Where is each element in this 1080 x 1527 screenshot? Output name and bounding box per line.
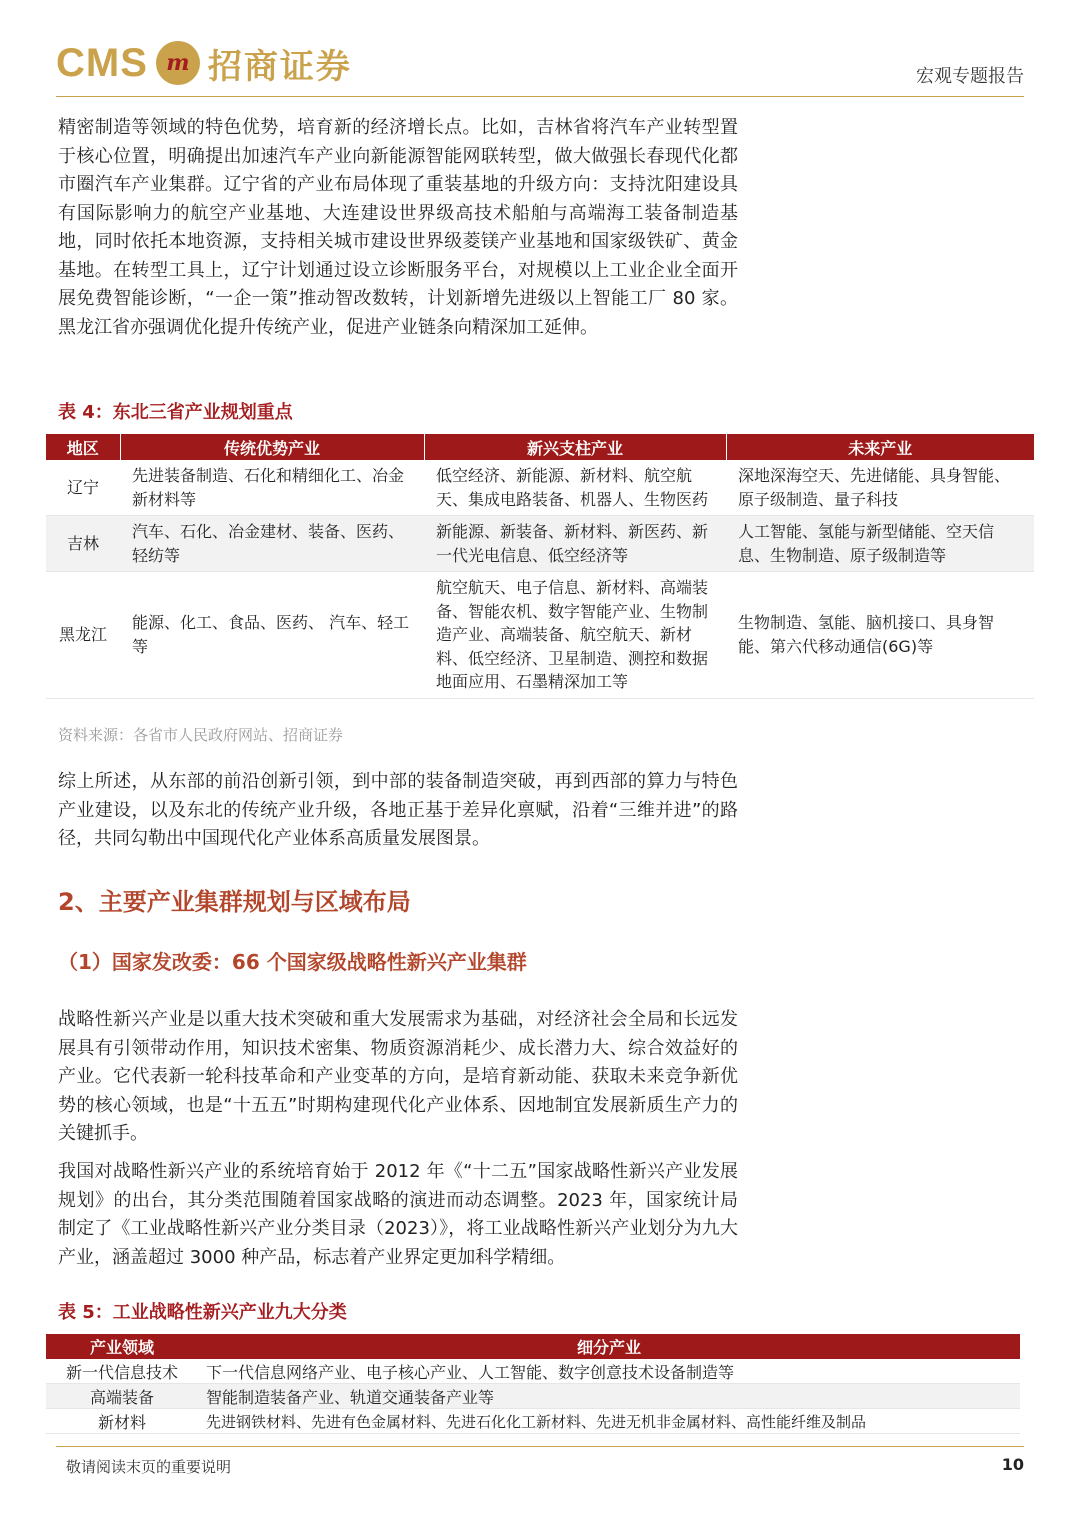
- future-cell: 生物制造、氢能、脑机接口、具身智能、第六代移动通信(6G)等: [726, 572, 1034, 699]
- section2-paragraph-2: 我国对战略性新兴产业的系统培育始于 2012 年《“十二五”国家战略性新兴产业发展规划》的出台，其分类范围随着国家战略的演进而动态调整。2023 年，国家统计局制定了《工业战略性新兴产业分类目录（2023）》，将工业战略性新兴产业划分为九大产业，涵盖超过 3000 种产品，标志着产业界定更加科学精细。: [58, 1161, 738, 1268]
- logo-chinese-text: 招商证券: [207, 46, 352, 87]
- header-divider: [56, 96, 1024, 97]
- table4-header-emerging: 新兴支柱产业: [424, 434, 726, 460]
- page-number: 10: [1001, 1455, 1024, 1474]
- region-cell: 黑龙江: [46, 572, 120, 699]
- table4: [46, 434, 1034, 699]
- table5-header-field: 产业领域: [46, 1334, 198, 1359]
- section-heading: 2、主要产业集群规划与区域布局: [58, 888, 411, 916]
- footer-divider: [56, 1446, 1024, 1447]
- footer-notice: 敬请阅读末页的重要说明: [66, 1458, 232, 1476]
- emerging-cell: 新能源、新装备、新材料、新医药、新一代光电信息、低空经济等: [424, 516, 726, 572]
- table-row: [46, 572, 1034, 699]
- future-cell: 深地深海空天、先进储能、具身智能、原子级制造、量子科技: [726, 460, 1034, 516]
- emerging-cell: 低空经济、新能源、新材料、航空航天、集成电路装备、机器人、生物医药: [424, 460, 726, 516]
- table4-header-region: 地区: [46, 434, 120, 460]
- sub-industry-cell: 智能制造装备产业、轨道交通装备产业等: [198, 1384, 1020, 1409]
- field-cell: 新材料: [46, 1409, 198, 1434]
- company-logo: [56, 38, 352, 88]
- logo-latin-text: CMS: [56, 40, 148, 85]
- table4-header-traditional: 传统优势产业: [120, 434, 424, 460]
- table5-header-sub: 细分产业: [198, 1334, 1020, 1359]
- field-cell: 新一代信息技术: [46, 1359, 198, 1384]
- traditional-cell: 先进装备制造、石化和精细化工、冶金新材料等: [120, 460, 424, 516]
- table-row: [46, 1409, 1020, 1434]
- subsection-heading: （1）国家发改委：66 个国家级战略性新兴产业集群: [58, 950, 527, 974]
- logo-mark-icon: m: [156, 41, 200, 85]
- table5-caption: 表 5：工业战略性新兴产业九大分类: [58, 1302, 347, 1323]
- table4-caption: 表 4：东北三省产业规划重点: [58, 402, 293, 423]
- emerging-cell: 航空航天、电子信息、新材料、高端装备、智能农机、数字智能产业、生物制造产业、高端装备、航空航天、新材料、低空经济、卫星制造、测控和数据地面应用、石墨精深加工等: [424, 572, 726, 699]
- region-cell: 辽宁: [46, 460, 120, 516]
- future-cell: 人工智能、氢能与新型储能、空天信息、生物制造、原子级制造等: [726, 516, 1034, 572]
- table4-header-future: 未来产业: [726, 434, 1034, 460]
- field-cell: 高端装备: [46, 1384, 198, 1409]
- table-row: [46, 516, 1034, 572]
- section2-paragraph-1: 战略性新兴产业是以重大技术突破和重大发展需求为基础，对经济社会全局和长远发展具有引领带动作用，知识技术密集、物质资源消耗少、成长潜力大、综合效益好的产业。它代表新一轮科技革命和产业变革的方向，是培育新动能、获取未来竞争新优势的核心领域，也是“十五五”时期构建现代化产业体系、因地制宜发展新质生产力的关键抓手。: [58, 1009, 738, 1144]
- traditional-cell: 汽车、石化、冶金建材、装备、医药、轻纺等: [120, 516, 424, 572]
- summary-paragraph: 综上所述，从东部的前沿创新引领，到中部的装备制造突破，再到西部的算力与特色产业建设，以及东北的传统产业升级，各地正基于差异化禀赋，沿着“三维并进”的路径，共同勾勒出中国现代化产业体系高质量发展图景。: [58, 771, 738, 849]
- sub-industry-cell: 下一代信息网络产业、电子核心产业、人工智能、数字创意技术设备制造等: [198, 1359, 1020, 1384]
- table-row: [46, 1384, 1020, 1409]
- table-row: [46, 1359, 1020, 1384]
- traditional-cell: 能源、化工、食品、医药、 汽车、轻工等: [120, 572, 424, 699]
- page-header: [0, 0, 1080, 100]
- report-type: 宏观专题报告: [916, 66, 1024, 87]
- table5-header-row: [46, 1334, 1020, 1359]
- region-cell: 吉林: [46, 516, 120, 572]
- table4-header-row: [46, 434, 1034, 460]
- intro-paragraph: 精密制造等领域的特色优势，培育新的经济增长点。比如，吉林省将汽车产业转型置于核心位置，明确提出加速汽车产业向新能源智能网联转型，做大做强长春现代化都市圈汽车产业集群。辽宁省的产业布局体现了重装基地的升级方向：支持沈阳建设具有国际影响力的航空产业基地、大连建设世界级高技术船舶与高端海工装备制造基地，同时依托本地资源，支持相关城市建设世界级菱镁产业基地和国家级铁矿、黄金基地。在转型工具上，辽宁计划通过设立诊断服务平台，对规模以上工业企业全面开展免费智能诊断，“一企一策”推动智改数转，计划新增先进级以上智能工厂 80 家。黑龙江省亦强调优化提升传统产业，促进产业链条向精深加工延伸。: [58, 117, 738, 338]
- table5: [46, 1334, 1020, 1434]
- sub-industry-cell: 先进钢铁材料、先进有色金属材料、先进石化化工新材料、先进无机非金属材料、高性能纤维及制品: [198, 1409, 1020, 1434]
- table-row: [46, 460, 1034, 516]
- table4-source: 资料来源：各省市人民政府网站、招商证券: [58, 726, 344, 744]
